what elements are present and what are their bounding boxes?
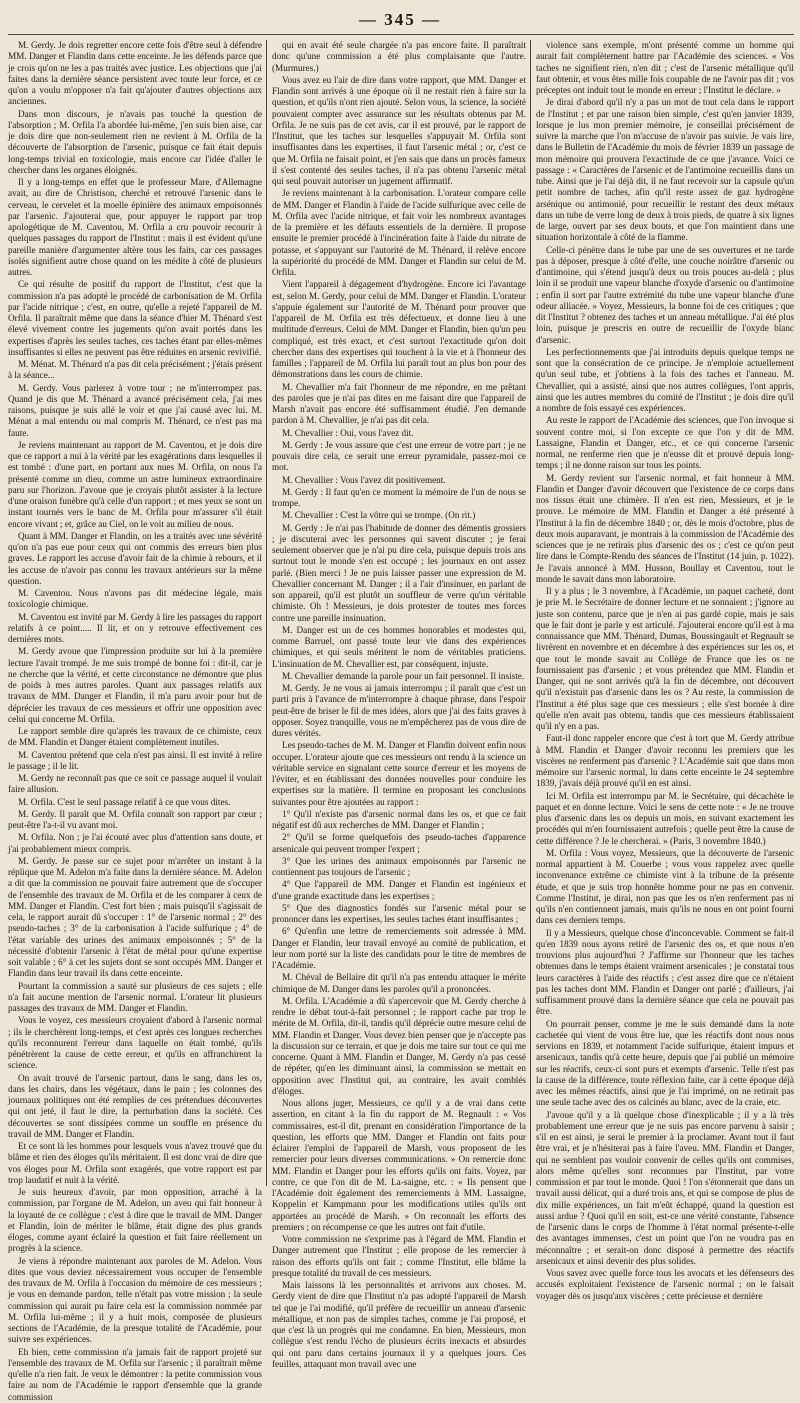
paragraph: Mais laissons là les personnalités et arrivons aux choses. M. Gerdy vient de dire que l'Institut n'a pas adopté l'appareil de Marsh tel que je l'ai modifié, qu'il préfère de recueillir un anneau d'arsenic métallique, et non pas de simples taches, comme je l'ai proposé, et que c'est là un progrès qui me condamne. En bien, Messieurs, mon collègue s'est rendu l'écho de plusieurs écrits inexacts et absurdes qui ont paru dans certains journaux il y a quelques jours. Ces feuilles, attaquant mon travail avec une (272, 1280, 526, 1369)
paragraph: M. Caventou. Nous n'avons pas dit médecine légale, mais toxicologie chimique. (8, 588, 262, 610)
page-number: — 345 — (359, 10, 441, 29)
column-divider (530, 40, 531, 1186)
paragraph: M. Danger est un de ces hommes honorables et modestes qui, comme Barruel, ont passé toute leur vie dans des expériences chimiques, et qui seuls méritent le nom de véritables praticiens. L'insinuation de M. Chevallier est, par conséquent, injuste. (272, 624, 526, 669)
paragraph: M. Orfila. Non ; je l'ai écouté avec plus d'attention sans doute, et j'ai probablement mieux compris. (8, 832, 262, 854)
paragraph: Je reviens maintenant au rapport de M. Caventou, et je dois dire que ce rapport a nui à la vérité par les exagérations dans lesquelles il est tombé : d'une part, en portant aux nues M. Orfila, on nous l'a présenté comme un dieu, comme un astre lumineux extraordinaire paru sur l'horizon. J'avoue que je croyais plutôt assister à la lecture d'une oraison funèbre qu'à celle d'un rapport ; et mes yeux se sont un instant tournés vers le banc de M. Orfila pour m'assurer s'il était encore vivant ; et, grâce au Ciel, on le voit au milieu de nous. (8, 439, 262, 529)
paragraph: Les perfectionnements que j'ai introduits depuis quelque temps ne sont que la consécration de ce principe. Je n'emploie actuellement qu'un seul tube, et j'obtiens à la fois des taches et l'anneau. M. Chevallier, qui a assisté, ainsi que nos autres collègues, l'ont appris, ainsi que les autres membres du comité de l'Institut ; je dois dire qu'il a nombre de fois essayé ces expériences. (536, 346, 794, 413)
column-3 (536, 40, 794, 1301)
paragraph: Et ce sont là les hommes pour lesquels vous n'avez trouvé que du blâme et rien des éloges qu'ils méritaient. Il est donc vrai de dire que vos éloges pour M. Orfila sont exagérés, que votre rapport est par trop laudatif et nuit à la vérité. (8, 1141, 262, 1185)
paragraph: 6° Qu'enfin une lettre de remerciements soit adressée à MM. Danger et Flandin, leur travail envoyé au comité de publication, et leur nom porté sur la liste des candidats pour le titre de membres de l'Académie. (272, 926, 526, 970)
paragraph: Celle-ci pénètre dans le tube par une de ses ouvertures et ne tarde pas à déposer, presque à côté d'elle, une couche noirâtre d'arsenic ou d'antimoine, qui s'étend jusqu'à deux ou trois pouces au-delà ; plus loin il se produit une vapeur blanche d'oxyde d'arsenic ou d'antimoine ; enfin il sort par l'autre extrémité du tube une vapeur blanche d'une odeur alliacée. » Voyez, Messieurs, la bonne foi de ces critiques ; que dit l'Institut ? obtenez des taches et un anneau métallique. J'ai été plus loin, puisque je prescris en outre de recueillir de l'oxyde blanc d'arsenic. (536, 244, 794, 345)
paragraph: M. Caventou prétend que cela n'est pas ainsi. Il est invité à relire le passage ; il le lit. (8, 749, 262, 771)
column-1 (8, 40, 262, 1402)
paragraph: M. Orfila. L'Académie a dû s'apercevoir que M. Gerdy cherche à rendre le débat tout-à-fait personnel ; le rapport cache par trop le mérite de M. Orfila, dit-il, tandis qu'il déprécie outre mesure celui de MM. Flandin et Danger. Vous devez bien penser que je n'accepte pas la discussion sur ce terrain, et que je dois me taire sur tout ce qui me concerne. Quant à MM. Flandin et Danger, M. Gerdy n'a pas cessé de répéter, qu'en les diminuant ainsi, la commission se mettait en opposition avec l'Institut qui, au contraire, les avait comblés d'éloges. (272, 995, 526, 1096)
paragraph: M. Chéval de Bellaire dit qu'il n'a pas entendu attaquer le mérite chimique de M. Danger dans les paroles qu'il a prononcées. (272, 972, 526, 994)
paragraph: J'avoue qu'il y a là quelque chose d'inexplicable ; il y a là très probablement une erreur que je ne suis pas encore parvenu à saisir ; s'il en est ainsi, je serai le premier à la proclamer. Avant tout il faut être vrai, et je n'hésiterai pas à faire l'aveu. MM. Flandin et Danger, qui ne semblent pas vouloir convenir de celles qu'ils ont commises, alors même qu'elles sont reconnues par l'Institut, par votre commission et par tout le monde. Quoi ! l'on s'étonnerait que dans un travail aussi délicat, qui a duré trois ans, et qui se compose de plus de dix mille expériences, un fait m'eût échappé, quand la question est aussi ardue ? Quoi qu'il en soit, est-ce une vérité constante, l'absence de l'arsenic dans le corps de l'homme à l'état normal présente-t-elle des avantages immenses, c'est un point que l'on ne voudra pas en méconnaître ; et serait-on donc disposé à permettre des réactifs arsenicaux et ainsi devenir des plus solides. (536, 1109, 794, 1266)
paragraph: Les pseudo-taches de M. M. Danger et Flandin doivent enfin nous occuper. L'orateur ajoute que ces messieurs ont rendu à la science un véritable service en signalant cette source d'erreur et les moyens de l'éviter, et en établissant des données nouvelles pour conduire les expertises sur la matière. Il termine en proposant les conclusions suivantes pour être ajoutées au rapport : (272, 740, 526, 807)
paragraph: 5° Que des diagnostics fondés sur l'arsenic métal pour se prononcer dans les expertises, les seules taches étant insuffisantes ; (272, 902, 526, 924)
paragraph: Vous le voyez, ces messieurs croyaient d'abord à l'arsenic normal ; ils le cherchèrent long-temps, et c'est après ces longues recherches qu'ils reconnurent l'erreur dans laquelle on était tombé, qu'ils pénétrèrent la cause de cette erreur, et qu'ils en affranchirent la science. (8, 1015, 262, 1071)
paragraph: Il y a long-temps en effet que le professeur Mare, d'Allemagne avait, au dire de Christison, cherché et retrouvé l'arsenic dans le cerveau, le cervelet et la moelle épinière des animaux empoisonnés par l'arsenic. J'ajouterai que, pour appuyer le rapport par trop apologétique de M. Caventou, M. Orfila a cru pouvoir recourir à quelques passages du rapport de l'Institut : mais il est évident qu'une pareille manière d'argumenter altère tous les faits, car ces passages isolés signifient autre chose quand on les médite à côté de plusieurs autres. (8, 177, 262, 277)
paragraph: Je dirai d'abord qu'il n'y a pas un mot de tout cela dans le rapport de l'Institut ; et par une raison bien simple, c'est qu'en janvier 1839, lorsque je lus mon premier mémoire, je conseillai précisément de suivre la marche que l'on m'accuse de n'avoir pas suivie. Je vais lire, dans le Bulletin de l'Académie du mois de février 1839 un passage de mon mémoire qui prouvera l'exactitude de ce que j'avance. Voici ce passage : « Caractères de l'arsenic et de l'antimoine recueillis dans un tube. Ainsi que je l'ai déjà dit, il ne faut recevoir sur la capsule qu'un petit nombre de taches, afin qu'il reste assez de gaz hydrogène arsénique ou antimonié, pour recueillir le restant des deux métaux dans un tube de verre long de deux à trois pieds, de quatre à six lignes de large, ouvert par ses deux bouts, et que l'on maintient dans une situation horizontale à côté de la flamme. (536, 97, 794, 243)
paragraph: Vous savez avec quelle force tous les avocats et les défenseurs des accusés exploitaient l'existence de l'arsenic normal ; on le faisait voyager dès os jusqu'aux viscères ; cette précieuse et dernière (536, 1268, 794, 1301)
paragraph: Vous avez eu l'air de dire dans votre rapport, que MM. Danger et Flandin sont arrivés à une époque où il ne restait rien à faire sur la question, et qu'ils n'ont rien ajouté. Selon vous, la science, la société pouvaient compter avec assurance sur les résultats obtenus par M. Orfila. Je ne suis pas de cet avis, car il est prouvé, par le rapport de l'Institut, que les taches sur lesquelles s'appuyait M. Orfila sont insuffisantes dans les expertises, il faut l'arsenic métal ; or, c'est ce que M. Orfila ne faisait point, et j'en sais que dans un procès fameux il s'est contenté des seules taches, il n'a pas obtenu l'arsenic métal qui seul pouvait autoriser un jugement affirmatif. (272, 74, 526, 186)
paragraph: Vient l'appareil à dégagement d'hydrogène. Encore ici l'avantage est, selon M. Gerdy, pour celui de MM. Danger et Flandin. L'orateur s'appuie également sur l'autorité de M. Thénard pour prouver que l'appareil de M. Orfila est très défectueux, et donne lieu à une multitude d'erreurs. Celui de MM. Danger et Flandin, bien qu'un peu compliqué, est très exact, et c'est surtout l'exactitude qu'on doit chercher dans des expertises qui touchent à la vie et à l'honneur des familles ; l'appareil de M. Orfila lui paraît tout au plus bon pour des démonstrations dans les cours de chimie. (272, 279, 526, 380)
paragraph: On avait trouvé de l'arsenic partout, dans le sang, dans les os, dans les chairs, dans les végétaux, dans le pain ; les colonnes des journaux politiques ont été remplies de ces prétendues découvertes qui ont jeté, il faut le dire, la perturbation dans la société. Ces découvertes se sont dissipées comme un souffle en présence du travail de MM. Danger et Flandin. (8, 1072, 262, 1139)
paragraph: 4° Que l'appareil de MM. Danger et Flandin est ingénieux et d'une grande exactitude dans les expertises ; (272, 879, 526, 901)
paragraph: Quant à MM. Danger et Flandin, on les a traités avec une sévérité qu'on n'a pas eue pour ceux qui ont commis des erreurs bien plus graves. Le rapport les accuse d'avoir fait de la chimie à rebours, et il les accuse de n'avoir pas connu les travaux antérieurs sur la même question. (8, 530, 262, 586)
paragraph: M. Gerdy. Vous parlerez à votre tour ; ne m'interrompez pas. Quand je dis que M. Thénard a avancé précisément cela, j'ai mes raisons, puisque je suis allé le voir et que j'ai causé avec lui. M. Ménat a mal entendu ou mal compris M. Thénard, ce n'est pas ma faute. (8, 382, 262, 438)
paragraph: violence sans exemple, m'ont présenté comme un homme qui aurait fait complètement battre par l'Académie des sciences. « Vos taches ne signifient rien, n'en dit ; c'est de l'arsenic métallique qu'il faut obtenir, et vous êtes mille fois coupable de ne l'avoir pas dit ; vos préceptes ont induit tout le monde en erreur ; l'Institut le déclare. » (536, 40, 794, 95)
paragraph: 2° Qu'il se forme quelquefois des pseudo-taches d'apparence arsenicale qui peuvent tromper l'expert ; (272, 832, 526, 854)
paragraph: Votre commission ne s'exprime pas à l'égard de MM. Flandin et Danger autrement que l'Institut ; elle propose de les remercier à raison des efforts qu'ils ont fait ; comme l'Institut, elle blâme la presque totalité du travail de ces messieurs. (272, 1234, 526, 1278)
paragraph: M. Gerdy. Je ne vous ai jamais interrompu ; il paraît que c'est un parti pris à l'avance de m'interrompre à chaque phrase, dans l'espoir peut-être de briser le fil de mes idées, alors que j'ai des faits graves à opposer. Soyez tranquille, vous ne m'empêcherez pas de vous dire de dures vérités. (272, 683, 526, 738)
paragraph: M. Gerdy. Il paraît que M. Orfila connaît son rapport par cœur ; peut-être l'a-t-il vu avant moi. (8, 808, 262, 830)
paragraph: 1° Qu'il n'existe pas d'arsenic normal dans les os, et que ce fait négatif est dû aux recherches de MM. Danger et Flandin ; (272, 808, 526, 830)
paragraph: Nous allons juger, Messieurs, ce qu'il y a de vrai dans cette assertion, en citant à la fin du rapport de M. Regnault : « Vos commissaires, est-il dit, prenant en considération l'importance de la question, les efforts que MM. Danger et Flandin ont faits pour éclairer l'emploi de l'appareil de Marsh, vous proposent de les remercier pour leurs diverses communications. » On remercie donc MM. Flandin et Danger pour les efforts qu'ils ont faits. Voyez, par contre, ce que l'on dit de M. La-saigne, etc. : « Ils pensent que l'Académie doit également des remerciements à MM. Lassaigne, Koppelin et Kampmann pour les modifications utiles qu'ils ont apportées au procédé de Marsh. » On reconnaît les efforts des premiers ; on récompense ce que les autres ont fait d'utile. (272, 1098, 526, 1232)
paragraph: Au reste le rapport de l'Académie des sciences, que l'on invoque si souvent contre moi, si l'on excepte ce que l'on y dit de MM. Lassaigne, Flandin et Danger, etc., et ce qui concerne l'arsenic normal, ne renferme rien que je n'eusse dit et prouvé depuis long-temps ; il ne donne raison sur tous les points. (536, 415, 794, 471)
paragraph: M. Gerdy. Je passe sur ce sujet pour m'arrêter un instant à la réplique que M. Adelon m'a faite dans la dernière séance. M. Adelon a dit que la commission ne pouvait faire autrement que de s'occuper de l'ensemble des travaux de M. Orfila et de les comparer à ceux de MM. Danger et Flandin. C'est fort bien ; mais puisqu'il s'agissait de cela, le rapport aurait dû s'occuper : 1° de l'arsenic normal ; 2° des pseudo-taches ; 3° de la carbonisation à l'acide sulfurique ; 4° de l'état variable des urines des animaux empoisonnés ; 5° de la nécessité d'obtenir l'arsenic à l'état de métal pour qu'une expertise soit valable ; 6° à cet les sujets dont se sont occupés MM. Danger et Flandin dans leur travail ils dans cette enceinte. (8, 855, 262, 979)
paragraph: M. Gerdy revient sur l'arsenic normal, et fait honneur à MM. Flandin et Danger d'avoir découvert que l'existence de ce corps dans nos tissus était une chimère. Il n'en est rien, Messieurs, et je le prouve. Le mémoire de MM. Flandin et Danger a été présenté à l'Institut à la fin de décembre 1840 ; or, dès le mois d'octobre, plus de deux mois auparavant, je montrais à la commission de l'Académie des sciences que je ne retirais plus d'arsenic des os ; c'est ce qu'on peut lire dans le Compte-Rendu des séances de l'Institut (14 juin, p. 1022). Je l'avais annoncé à MM. Husson, Boullay et Caventou, tout le monde le savait dans mon laboratoire. (536, 472, 794, 584)
paragraph: qui en avait été seule chargée n'a pas encore faite. Il paraîtrait donc qu'une commission a été plus complaisante que l'autre. (Murmures.) (272, 40, 526, 73)
paragraph: M. Ménat. M. Thénard n'a pas dit cela précisément ; j'étais présent à la séance... (8, 359, 262, 381)
paragraph: M. Gerdy : Je vous assure que c'est une erreur de votre part ; je ne pouvais dire cela, ce serait une erreur pyramidale, passez-moi ce mot. (272, 439, 526, 473)
paragraph: Le rapport semble dire qu'après les travaux de ce chimiste, ceux de MM. Flandin et Danger étaient complètement inutiles. (8, 726, 262, 748)
column-divider (266, 40, 267, 1186)
paragraph: Je reviens maintenant à la carbonisation. L'orateur compare celle de MM. Danger et Flandin à l'aide de l'acide sulfurique avec celle de M. Orfila avec l'acide nitrique, et fait voir les nombreux avantages de la première et les défauts essentiels de la dernière. Il propose ensuite le premier procédé à l'incinération faite à l'aide du nitrate de potasse, et s'appuyant sur l'autorité de M. Thénard, il relève encore la supériorité du procédé de MM. Danger et Flandin sur celui de M. Orfila. (272, 188, 526, 277)
paragraph: M. Caventou est invité par M. Gerdy à lire les passages du rapport relatifs à ce point..... Il lit, et on y retrouve effectivement ces dernières mots. (8, 611, 262, 644)
paragraph: M. Chevallier : C'est la vôtre qui se trompe. (On rit.) (282, 510, 476, 521)
paragraph: M. Chevallier : Vous l'avez dit positivement. (282, 474, 446, 485)
paragraph: Ici M. Orfila est interrompu par M. le Secrétaire, qui décachète le paquet et en donne lecture. Voici le sens de cette note : « Je ne trouve plus d'arsenic dans les os depuis un mois, en suivant exactement les procédés qui m'en fournissaient autrefois ; quelle peut être la cause de cette différence ? Je le chercherai. » (Paris, 3 novembre 1840.) (536, 790, 794, 846)
header-rule (8, 34, 794, 35)
paragraph: M. Orfila. C'est le seul passage relatif à ce que vous dites. (18, 796, 231, 807)
paragraph: M. Chevallier demande la parole pour un fait personnel. Il insiste. (282, 670, 525, 681)
paragraph: Faut-il donc rappeler encore que c'est à tort que M. Gerdy attribue à MM. Flandin et Danger d'avoir reconnu les premiers que les viscères ne renferment pas d'arsenic ? L'Académie sait que dans mon mémoire sur l'arsenic normal, lu dans cette enceinte le 24 septembre 1839, j'avais déjà prouvé qu'il en est ainsi. (536, 733, 794, 789)
column-2 (272, 40, 526, 1369)
paragraph: M. Gerdy avoue que l'impression produite sur lui à la première lecture l'avait trompé. Je me suis trompé de bonne foi : dit-il, car je ne cherche que la vérité, et cette circonstance ne démontre que plus de poids à mes autres paroles. Quant aux passages relatifs aux travaux de MM. Danger et Flandin, il m'a paru avoir pour but de déprécier les travaux de ces messieurs et offrir une opposition avec celui qui concerne M. Orfila. (8, 646, 262, 724)
paragraph: M. Orfila : Vous voyez, Messieurs, que la découverte de l'arsenic normal appartient à M. Couerbe ; vous vous rappelez avec quelle inconvenance extrême ce chimiste vint à la tribune de la présente étude, et que je suis trop honnête homme pour ne pas en convenir. Comme l'Institut, je dirai, non pas que les os n'en renferment pas ni qu'ils n'en contiennent jamais, mais qu'ils ne nous en ont point fourni dans ces derniers temps. (536, 847, 794, 926)
paragraph: Je viens à répondre maintenant aux paroles de M. Adelon. Vous dites que vous deviez nécessairement vous occuper de l'ensemble des travaux de M. Orfila à l'occasion du mémoire de ces messieurs ; je vous en demande pardon, telle n'était pas votre mission ; la seule commission qui aurait pu faire cela est la commission nommée par M. Orfila lui-même ; il y a huit mois, composée de plusieurs sections de l'Académie, de la presque totalité de l'Académie, pour suivre ses expériences. (8, 1255, 262, 1345)
paragraph: M. Gerdy. Je dois regretter encore cette fois d'être seul à défendre MM. Danger et Flandin dans cette enceinte. Je les défends parce que je crois qu'on ne les a pas traités avec justice. Les objections que j'ai faites dans la dernière séance persistent avec toute leur force, et ce qu'on a voulu m'opposer n'a fait qu'ajouter d'autres objections aux anciennes. (8, 40, 262, 107)
paragraph: M. Gerdy : Je n'ai pas l'habitude de donner des démentis grossiers ; je discuterai avec les personnes qui savent discuter ; je ferai seulement observer que je n'ai pu dire cela, puisque depuis trois ans surtout tout le monde s'en est occupé ; les journaux en ont assez parlé. (Bien merci ! Je ne puis laisser passer une expression de M. Chevallier concernant M. Danger ; il a l'air d'insinuer, en parlant de son appareil, qu'il est plutôt un souffleur de verre qu'un véritable chimiste. Oh ! Messieurs, je dois protester de toutes mes forces contre une pareille insinuation. (272, 522, 526, 623)
paragraph: Dans mon discours, je n'avais pas touché la question de l'absorption ; M. Orfila l'a abordée lui-même, j'en suis bien aise, car je dois dire que non-seulement rien ne revient à M. Orfila de la découverte de l'absorption de l'arsenic, puisque ce fait était depuis long-temps trivial en toxicologie, mais encore car l'idée d'aller le chercher dans les organes éloignés. (8, 108, 262, 175)
paragraph: Il y a plus ; le 3 novembre, à l'Académie, un paquet cacheté, dont je prie M. le Secrétaire de donner lecture et ne sonnaient ; j'ignore au juste son contenu, parce que je n'en ai pas gardé copie, mais je sais que le fait dont je parle y est articulé. J'ajouterai encore qu'il est à ma connaissance que MM. Thénard, Dumas, Boussingault et Regnault se livrèrent en novembre et en décembre à des expériences sur les os, et que tout le monde savait au Collège de France que les os ne fournissaient pas d'arsenic ; et vous prétendez que MM. Flandin et Danger, qui ne sont arrivés qu'à la fin de décembre, ont découvert qu'il n'existait pas d'arsenic dans les os ? Au reste, la commission de l'Institut a été plus sage que ces messieurs ; elle s'est bornée à dire qu'elle n'en avait pas obtenu, tandis que ces messieurs établissaient qu'il n'y en a pas. (536, 586, 794, 731)
paragraph: Pourtant la commission a sauté sur plusieurs de ces sujets ; elle n'a fait aucune mention de l'arsenic normal. L'orateur lit plusieurs passages des travaux de MM. Danger et Flandin. (8, 980, 262, 1013)
paragraph: Il y a Messieurs, quelque chose d'inconcevable. Comment se fait-il qu'en 1839 nous ayons retiré de l'arsenic des os, et que nous n'en trouvions plus aujourd'hui ? J'affirme sur l'honneur que les taches obtenues dans le temps étaient vraiment arsenicales ; je constatai tous leurs caractères à l'aide des réactifs ; c'est assez dire que ce n'étaient pas les taches dont MM. Flandin et Danger ont parlé ; d'ailleurs, j'ai suffisamment prouvé dans la dernière séance que cela ne pouvait pas être. (536, 927, 794, 1017)
paragraph: M. Gerdy : Il faut qu'en ce moment la mémoire de l'un de nous se trompe. (272, 486, 526, 508)
paragraph: M. Chevallier m'a fait l'honneur de me répondre, en me prêtant des paroles que je n'ai pas dites en me faisant dire que l'appareil de Marsh n'avait pas encore été suffisamment étudié. J'en demande pardon à M. Chevallier, je n'ai pas dit cela. (272, 381, 526, 426)
paragraph: M. Chevallier : Oui, vous l'avez dit. (282, 427, 414, 438)
paragraph: Eh bien, cette commission n'a jamais fait de rapport projeté sur l'ensemble des travaux de M. Orfila sur l'arsenic ; il paraîtrait même qu'elle n'a rien fait. Je veux le démontrer : la petite commission vous faire au nom de l'Académie le rapport d'ensemble que la grande commission (8, 1346, 262, 1402)
paragraph: Ce qui résulte de positif du rapport de l'Institut, c'est que la commission n'a pas adopté le procédé de carbonisation de M. Orfila par l'acide nitrique ; c'est, en outre, qu'elle a rejeté l'appareil de M. Orfila. Il paraîtrait même que dans la séance d'hier M. Thénard s'est élevé vivement contre les jugements qu'on avait portés dans les expertises d'après les seules taches, ces taches étant par elles-mêmes insuffisantes si elles ne peuvent pas être réduites en arsenic revivifié. (8, 279, 262, 357)
paragraph: 3° Que les urines des animaux empoisonnés par l'arsenic ne contiennent pas toujours de l'arsenic ; (272, 855, 526, 877)
paragraph: On pourrait penser, comme je me le suis demandé dans la note cachetée qui vient de vous être lue, que les réactifs dont nous nous servions en 1839, et notamment l'acide sulfurique, étaient impurs et arsenicaux, tandis qu'à cette heure, depuis que j'ai publié un mémoire sur les réactifs, ceux-ci sont purs et exempts d'arsenic. Telle n'est pas la cause de la différence, toute réflexion faite, car à cette époque déjà avec les mêmes réactifs, ainsi que je l'ai imprimé, on ne retirait pas une seule tache avec des os calcinés au blanc, avec de la craie, etc. (536, 1018, 794, 1108)
paragraph: M. Gerdy ne reconnaît pas que ce soit ce passage auquel il voulait faire allusion. (8, 773, 262, 795)
paragraph: Je suis heureux d'avoir, par mon opposition, arraché à la commission, par l'organe de M. Adelon, un aveu qui fait honneur à la loyauté de ce collègue ; c'est à dire que le travail de MM. Danger et Flandin, loin de mériter le blâme, était digne des plus grands éloges, comme ayant éclairé la question et fait faire réellement un progrès à la science. (8, 1187, 262, 1254)
